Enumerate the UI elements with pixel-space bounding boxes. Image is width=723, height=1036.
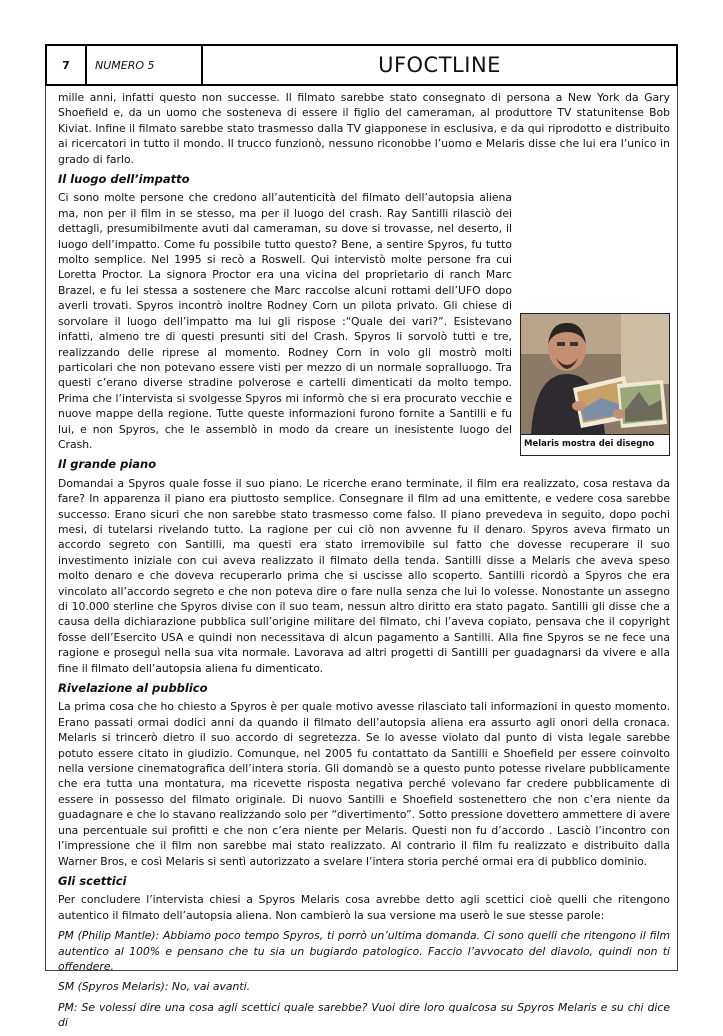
- section-heading-public-disclosure: Rivelazione al pubblico: [58, 681, 208, 696]
- photo-caption: Melaris mostra dei disegno: [521, 434, 669, 454]
- page-header: [45, 44, 678, 86]
- paragraph-impact-site: [58, 190, 670, 452]
- melaris-drawings-photo: [521, 314, 669, 434]
- interview-question-pm: PM (Philip Mantle): Abbiamo poco tempo Spyros, ti porrò un’ultima domanda. Ci sono quelli che ritengono il film autentico al 100% e pensano che tu sia un bugiardo patologico. Faccio l’avvocato del diavolo, quindi non ti offendere.: [58, 929, 670, 973]
- photo-figure: [520, 313, 670, 455]
- page-number: 7: [47, 46, 87, 84]
- section-heading-impact-site: Il luogo dell’impatto: [58, 172, 190, 187]
- paragraph-intro: mille anni, infatti questo non successe. Il filmato sarebbe stato consegnato di persona a New York da Gary Shoefield e, da un uomo che sosteneva di essere il figlio del cameraman, al produttore TV statunitense Bob Kiviat. Infine il filmato sarebbe stato trasmesso dalla TV giapponese in esclusiva, e da qui riprodotto e distribuito ai ricercatori in tutto il mondo. Il trucco funzionò, nessuno riconobbe l’uomo e Melaris disse che lui era l’unico in grado di farlo.: [58, 91, 670, 166]
- section-heading-grand-plan: Il grande piano: [58, 457, 157, 472]
- section-heading-skeptics: Gli scettici: [58, 873, 127, 888]
- newsletter-title: UFOCTLINE: [378, 53, 501, 77]
- paragraph-grand-plan: Domandai a Spyros quale fosse il suo piano. Le ricerche erano terminate, il film era realizzato, cosa restava da fare? In apparenza il piano era piuttosto semplice. Consegnare il film ad una emittente, e vedere cosa sarebbe successo. Erano sicuri che non sarebbe stato trasmesso come falso. Il piano prevedeva in seguito, dopo pochi mesi, di tutelarsi rivelando tutto. La ragione per cui ciò non avvenne fu il denaro. Spyros aveva firmato un accordo segreto con Santilli, ma questi era stato irremovibile sul fatto che dovesse recuperare il suo investimento iniziale con cui aveva realizzato il filmato della tenda. Santilli disse a Melaris che aveva speso molto denaro e che doveva recuperarlo prima che si uscisse allo scoperto. Santilli ricordò a Spyros che era vincolato all’accordo segreto e che non poteva dire o fare nulla senza che lui lo volesse. Nonostante un assegno di 10.000 sterline che Spyros divise con il suo team, nessun altro diritto era stato pagato. Santilli gli disse che a causa della dichiarazione pubblica sull’origine militare del filmato, chi l’aveva copiato, pensava che il copyright fosse dell’Esercito USA e quindi non necessitava di alcun pagamento a Santilli. Alla fine Spyros se ne fece una ragione e proseguì nella sua vita normale. Lavorava ad altri progetti di Santilli per guadagnarsi da vivere e alla fine il filmato dell’autopsia aliena fu dimenticato.: [58, 476, 670, 675]
- interview-answer-sm: SM (Spyros Melaris): No, vai avanti.: [58, 980, 251, 994]
- paragraph-skeptics: Per concludere l’intervista chiesi a Spyros Melaris cosa avrebbe detto agli scettici cioè quelli che ritengono autentico il filmato dell’autopsia aliena. Non cambierò la sua versione ma userò le sue stesse parole:: [58, 893, 670, 922]
- article-body: [58, 90, 670, 1036]
- interview-question-pm-2: PM: Se volessi dire una cosa agli scettici quale sarebbe? Vuoi dire loro qualcosa su Spyros Melaris e su chi dice di: [58, 1000, 670, 1030]
- paragraph-impact-site-text: Ci sono molte persone che credono all’autenticità del filmato dell’autopsia aliena ma, non per il film in se stesso, ma per il luogo del crash. Ray Santilli rilasciò dei dettagli, presumibilmente avuti dal cameraman, su dove si trovasse, nel deserto, il luogo dell’impatto. Come fu possibile tutto questo? Bene, a sentire Spyros, fu tutto molto semplice. Nel 1995 si recò a Roswell. Qui intervistò molte persone fra cui Loretta Proctor. La signora Proctor era una vicina del proprietario di ranch Marc Brazel, e fu lei stessa a sostenere che Marc raccolse alcuni rottami dell’UFO dopo averli trovati. Spyros incontrò inoltre Rodney Corn un pilota privato. Gli chiese di sorvolare il luogo dell’impatto ma lui gli rispose :“Quale dei vari?”. Esistevano infatti, almeno tre di questi presunti siti del Crash. Spyros li sorvolò tutti e tre, realizzando delle riprese al momento. Rodney Corn in volo gli mostrò molti particolari che non potevano essere visti per mezzo di un normale sopralluogo. Tra questi c’erano diverse stradine polverose e cartelli dimenticati da molto tempo. Prima che l’intervista si svolgesse Spyros mi informò che si era procurato vecchie e nuove mappe della regione. Tutte queste informazioni furono fornite a Santilli e fu lui, e non Spyros, che le assemblò in modo da creare un inesistente luogo del Crash.: [58, 191, 512, 451]
- paragraph-public-disclosure: La prima cosa che ho chiesto a Spyros è per quale motivo avesse rilasciato tali informazioni in questo momento. Erano passati ormai dodici anni da quando il filmato dell’autopsia aliena era assurto agli onori della cronaca. Melaris si trincerò dietro il suo accordo di segretezza. Se lo avesse violato dal punto di vista legale sarebbe potuto essere citato in giudizio. Comunque, nel 2005 fu contattato da Santilli e Shoefield per essere coinvolto nella versione cinematografica dell’intera storia. Gli domandò se a questo punto potesse rivelare pubblicamente che era tutta una montatura, ma ricevette risposta negativa perché volevano far credere pubblicamente di essere in possesso del filmato originale. Di nuovo Santilli e Shoefield sostenettero che non c’era niente da guadagnare e che lo stavano realizzando solo per “divertimento”. Sotto pressione dovettero ammettere di avere una percentuale sui profitti e che non c’era niente per Melaris. Questi non fu d’accordo . Lasciò l’incontro con l’impressione che il film non sarebbe mai stato realizzato. Al contrario il film fu realizzato e distribuito dalla Warner Bros, e così Melaris si sentì autorizzato a svelare l’intera storia perché ormai era di pubblico dominio.: [58, 700, 670, 868]
- issue-label: NUMERO 5: [87, 46, 203, 84]
